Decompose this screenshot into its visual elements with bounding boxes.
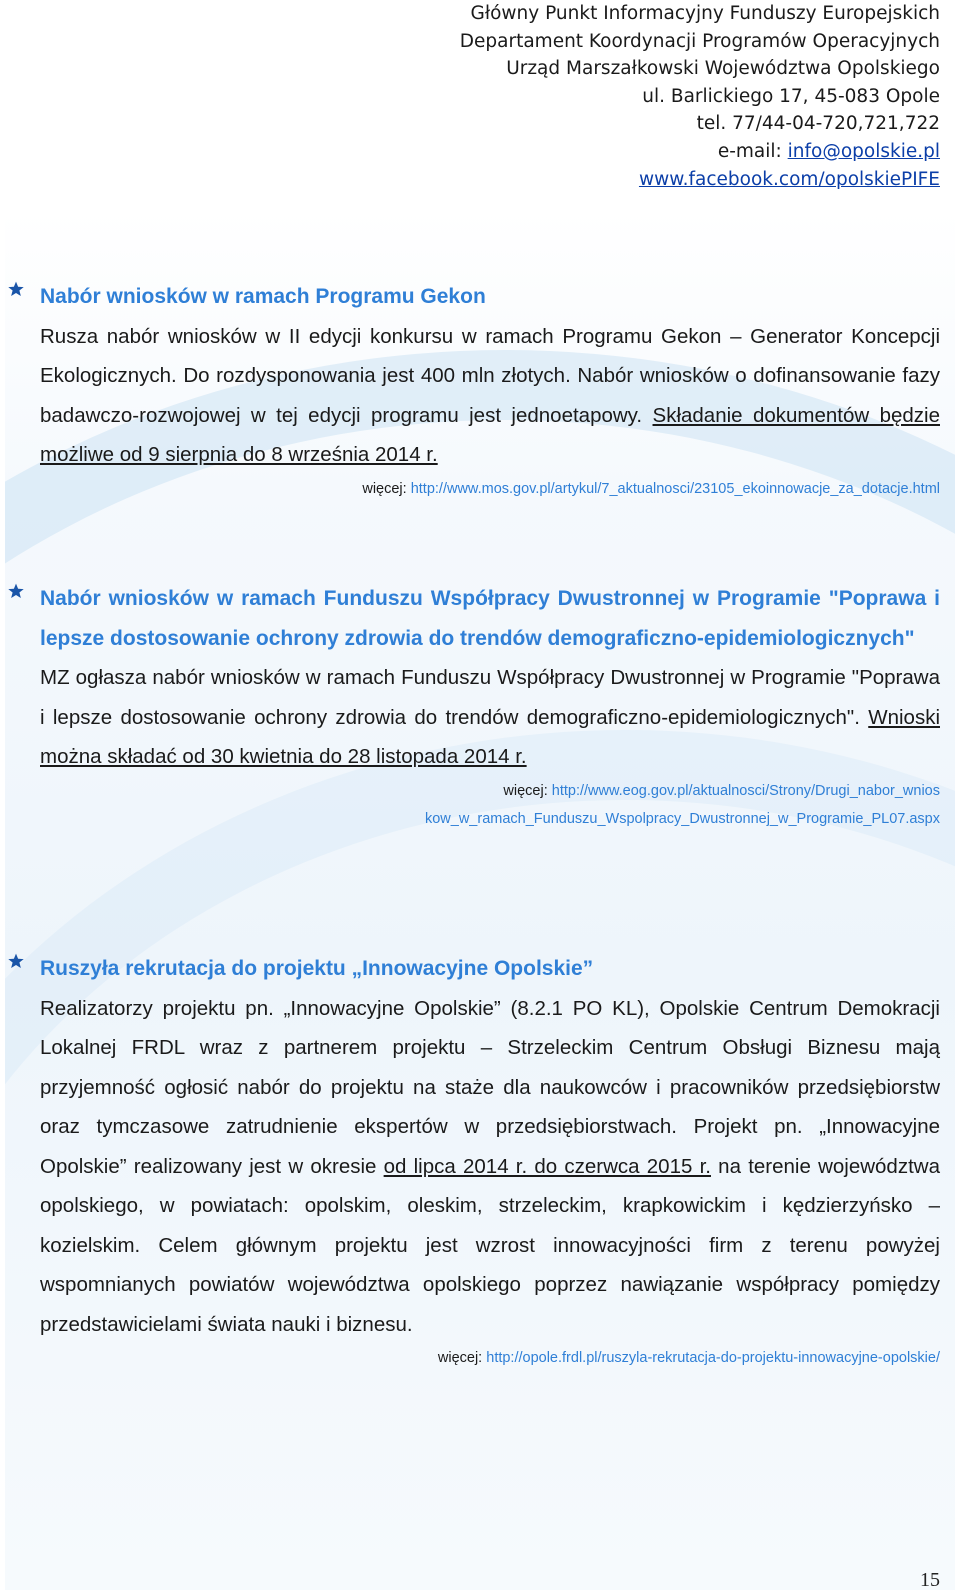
more-link-part-2[interactable]: kow_w_ramach_Funduszu_Wspolpracy_Dwustronnej_w_Programie_PL07.aspx [424, 810, 940, 827]
news-more [40, 777, 940, 833]
star-bullet-icon [5, 278, 27, 300]
more-label: więcej: [362, 480, 411, 497]
news-title: Nabór wniosków w ramach Programu Gekon [40, 285, 486, 308]
news-body-text: Rusza nabór wniosków w II edycji konkursu w ramach Programu Gekon – Generator Koncepcji Ekologicznych. Do rozdysponowania jest 400 mln złotych. Nabór wniosków o dofinansowanie fazy badawczo-rozwojowej w tej edycji programu jest jednoetapowy. [40, 324, 940, 427]
header-office: Urząd Marszałkowski Województwa Opolskiego [506, 58, 940, 80]
news-body [40, 317, 940, 475]
news-item-innowacyjne-opolskie [40, 949, 940, 1372]
news-more [40, 475, 940, 503]
star-bullet-icon [5, 950, 27, 972]
news-title: Nabór wniosków w ramach Funduszu Współpracy Dwustronnej w Programie "Poprawa i lepsze dostosowanie ochrony zdrowia do trendów demograficzno-epidemiologicznych" [40, 587, 940, 650]
news-body-text-continued: na terenie województwa opolskiego, w powiatach: opolskim, oleskim, strzeleckim, krapkowickim i kędzierzyńsko – kozielskim. Celem głównym projektu jest wzrost innowacyjności firm z terenu powyżej wspomnianych powiatów województwa opolskiego poprzez nawiązanie współpracy pomiędzy przedstawicielami świata nauki i biznesu. [40, 1154, 940, 1336]
more-label: więcej: [503, 782, 552, 799]
news-item-eog [40, 579, 940, 833]
header-address: ul. Barlickiego 17, 45-083 Opole [642, 85, 940, 107]
header-email-link[interactable]: info@opolskie.pl [787, 140, 940, 162]
page-number: 15 [920, 1569, 940, 1591]
news-period: od lipca 2014 r. do czerwca 2015 r. [383, 1154, 711, 1178]
header-phone: tel. 77/44-04-720,721,722 [696, 113, 940, 135]
header-email-label: e-mail: [717, 140, 788, 162]
header-facebook-link[interactable]: www.facebook.com/opolskiePIFE [638, 168, 940, 190]
header-organization: Główny Punkt Informacyjny Funduszy Europejskich [470, 3, 940, 24]
news-body-text: Realizatorzy projektu pn. „Innowacyjne Opolskie” (8.2.1 PO KL), Opolskie Centrum Demokracji Lokalnej FRDL wraz z partnerem projektu – Strzeleckim Centrum Obsługi Biznesu mają przyjemność ogłosić nabór do projektu na staże dla naukowców i pracowników przedsiębiorstw oraz tymczasowe zatrudnienie ekspertów w przedsiębiorstwach. Projekt pn. „Innowacyjne Opolskie” realizowany jest w okresie [40, 996, 940, 1178]
news-more [40, 1344, 940, 1372]
news-body-text: MZ ogłasza nabór wniosków w ramach Funduszu Współpracy Dwustronnej w Programie "Poprawa i lepsze dostosowanie ochrony zdrowia do trendów demograficzno-epidemiologicznych". [40, 666, 940, 729]
news-body [40, 989, 940, 1345]
header-email-line [380, 138, 940, 166]
news-deadline: Składanie dokumentów będzie możliwe od 9 sierpnia do 8 września 2014 r. [40, 403, 940, 466]
page-header [380, 0, 940, 193]
more-link[interactable]: http://opole.frdl.pl/ruszyla-rekrutacja-do-projektu-innowacyjne-opolskie/ [486, 1350, 940, 1366]
news-title: Ruszyła rekrutacja do projektu „Innowacyjne Opolskie” [40, 957, 594, 980]
star-bullet-icon [5, 580, 27, 602]
more-label: więcej: [437, 1350, 487, 1366]
header-department: Departament Koordynacji Programów Operacyjnych [459, 30, 940, 52]
news-deadline: Wnioski można składać od 30 kwietnia do 28 listopada 2014 r. [40, 705, 940, 768]
news-body [40, 658, 940, 777]
header-facebook-line [380, 166, 940, 194]
news-item-gekon [40, 277, 940, 503]
more-link-part-1[interactable]: http://www.eog.gov.pl/aktualnosci/Strony/Drugi_nabor_wnios [551, 782, 940, 799]
more-link[interactable]: http://www.mos.gov.pl/artykul/7_aktualnosci/23105_ekoinnowacje_za_dotacje.html [410, 480, 940, 497]
